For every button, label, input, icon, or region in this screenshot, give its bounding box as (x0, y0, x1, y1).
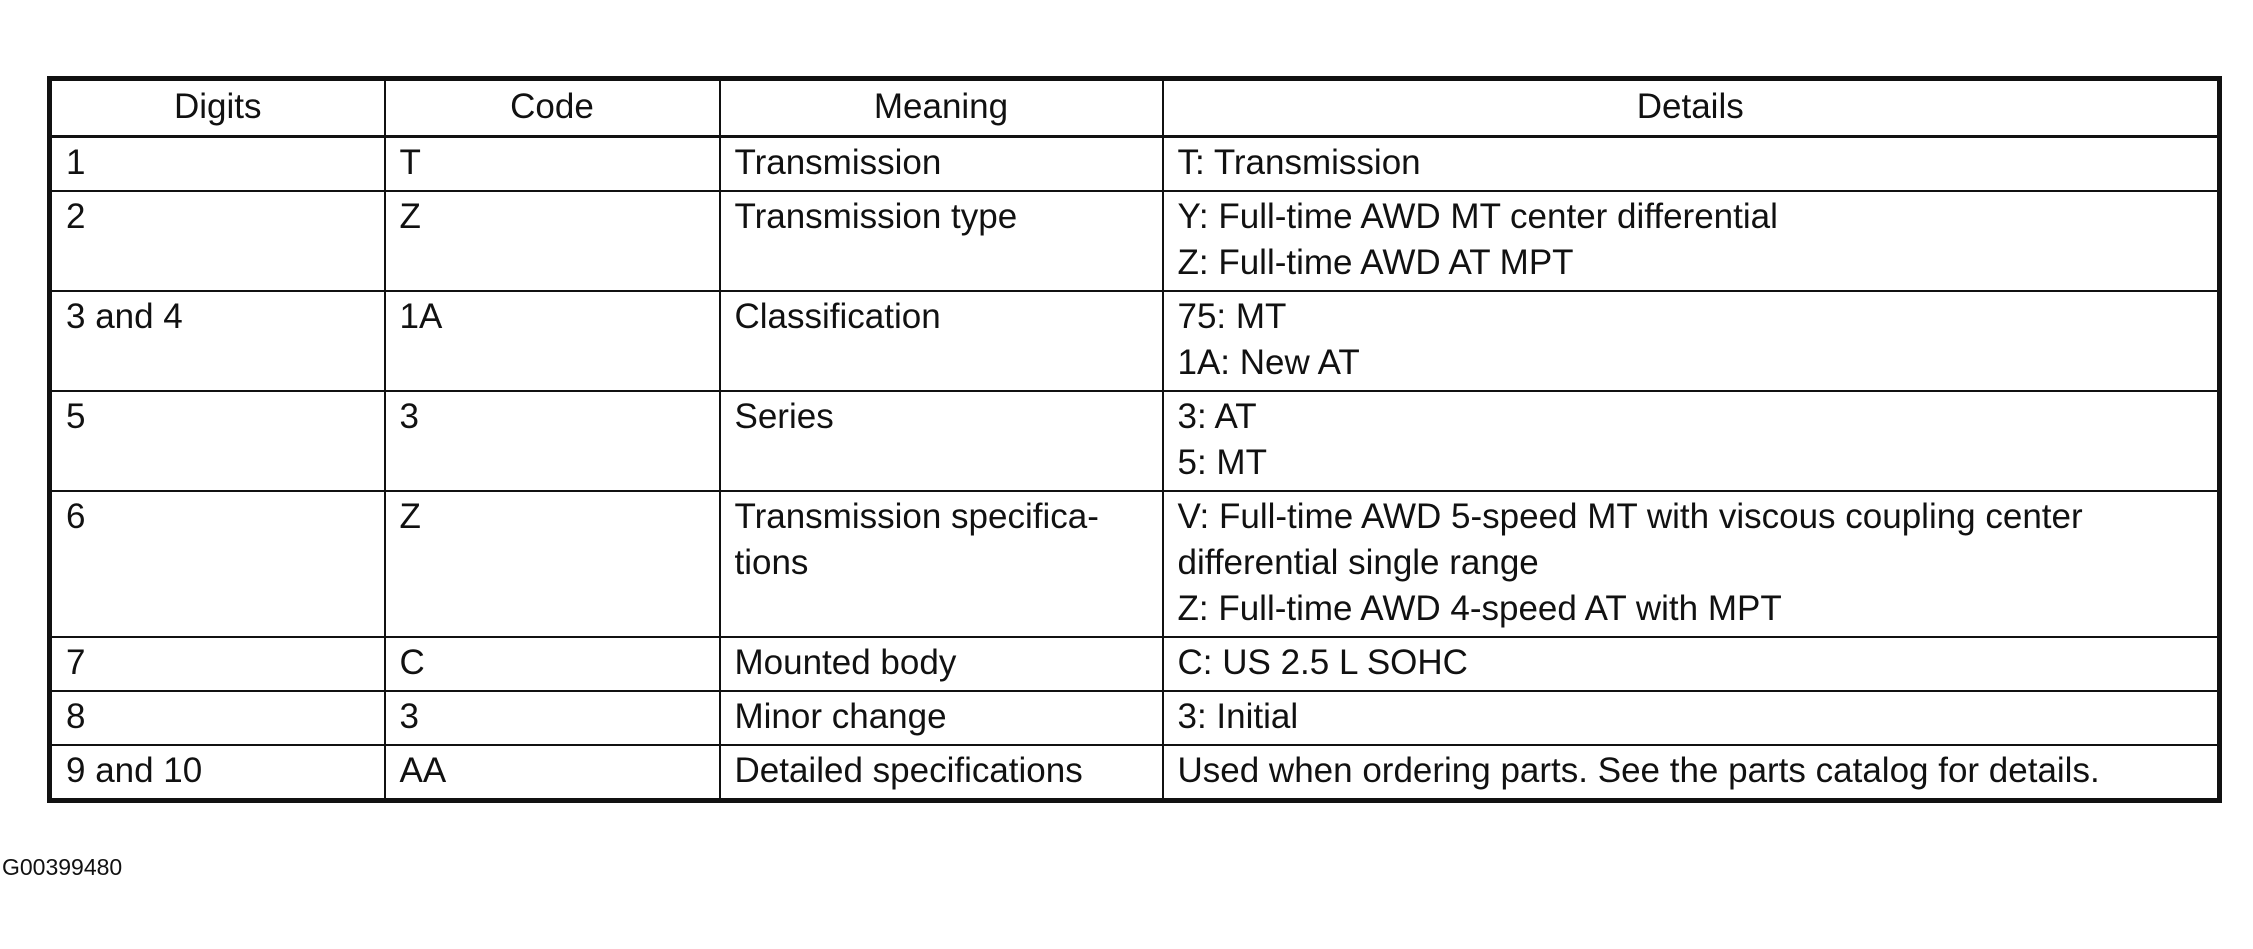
cell-meaning (720, 291, 1163, 391)
cell-code: C (385, 637, 720, 691)
meaning-line: Transmission type (734, 197, 1018, 236)
details-line: Z: Full-time AWD 4-speed AT with MPT (1177, 589, 1782, 628)
details-line: 1A: New AT (1177, 343, 1360, 382)
cell-digits: 8 (50, 691, 385, 745)
details-line: Used when ordering parts. See the parts catalog for details. (1177, 751, 2100, 790)
cell-digits: 5 (50, 391, 385, 491)
cell-details (1163, 691, 2220, 745)
details-line: Y: Full-time AWD MT center differential (1177, 197, 1778, 236)
header-details: Details (1163, 79, 2220, 137)
meaning-line: Classification (734, 297, 941, 336)
cell-meaning (720, 137, 1163, 192)
header-meaning: Meaning (720, 79, 1163, 137)
details-line: differential single range (1177, 543, 1539, 582)
details-line: C: US 2.5 L SOHC (1177, 643, 1468, 682)
cell-digits: 9 and 10 (50, 745, 385, 801)
cell-code: 3 (385, 691, 720, 745)
meaning-line: Transmission (734, 143, 942, 182)
cell-meaning (720, 491, 1163, 637)
details-line: V: Full-time AWD 5-speed MT with viscous coupling center (1177, 497, 2083, 536)
cell-details (1163, 745, 2220, 801)
cell-details (1163, 191, 2220, 291)
details-line: Z: Full-time AWD AT MPT (1177, 243, 1574, 282)
details-line: T: Transmission (1177, 143, 1421, 182)
meaning-line: Mounted body (734, 643, 957, 682)
meaning-line: tions (734, 543, 809, 582)
cell-meaning (720, 637, 1163, 691)
figure-reference-code: G00399480 (2, 854, 123, 880)
header-code: Code (385, 79, 720, 137)
cell-digits: 6 (50, 491, 385, 637)
meaning-line: Series (734, 397, 834, 436)
meaning-line: Minor change (734, 697, 947, 736)
meaning-line: Transmission specifica- (734, 497, 1099, 536)
details-line: 5: MT (1177, 443, 1267, 482)
cell-code: Z (385, 491, 720, 637)
cell-code: 3 (385, 391, 720, 491)
header-row (50, 79, 2220, 137)
cell-meaning (720, 691, 1163, 745)
transmission-code-table (47, 76, 2222, 803)
table-row (50, 391, 2220, 491)
cell-meaning (720, 745, 1163, 801)
table-row (50, 491, 2220, 637)
cell-digits: 1 (50, 137, 385, 192)
cell-code: 1A (385, 291, 720, 391)
table-row (50, 137, 2220, 192)
cell-code: T (385, 137, 720, 192)
meaning-line: Detailed specifications (734, 751, 1083, 790)
cell-digits: 3 and 4 (50, 291, 385, 391)
cell-digits: 7 (50, 637, 385, 691)
cell-meaning (720, 391, 1163, 491)
cell-details (1163, 391, 2220, 491)
table-row (50, 637, 2220, 691)
details-line: 3: Initial (1177, 697, 1299, 736)
table-header (50, 79, 2220, 137)
details-line: 3: AT (1177, 397, 1257, 436)
cell-code: Z (385, 191, 720, 291)
details-line: 75: MT (1177, 297, 1287, 336)
table-row (50, 691, 2220, 745)
header-digits: Digits (50, 79, 385, 137)
cell-meaning (720, 191, 1163, 291)
table-row (50, 291, 2220, 391)
cell-details (1163, 291, 2220, 391)
cell-details (1163, 491, 2220, 637)
cell-digits: 2 (50, 191, 385, 291)
table-row (50, 191, 2220, 291)
table-row (50, 745, 2220, 801)
cell-code: AA (385, 745, 720, 801)
cell-details (1163, 637, 2220, 691)
table-body (50, 137, 2220, 801)
cell-details (1163, 137, 2220, 192)
